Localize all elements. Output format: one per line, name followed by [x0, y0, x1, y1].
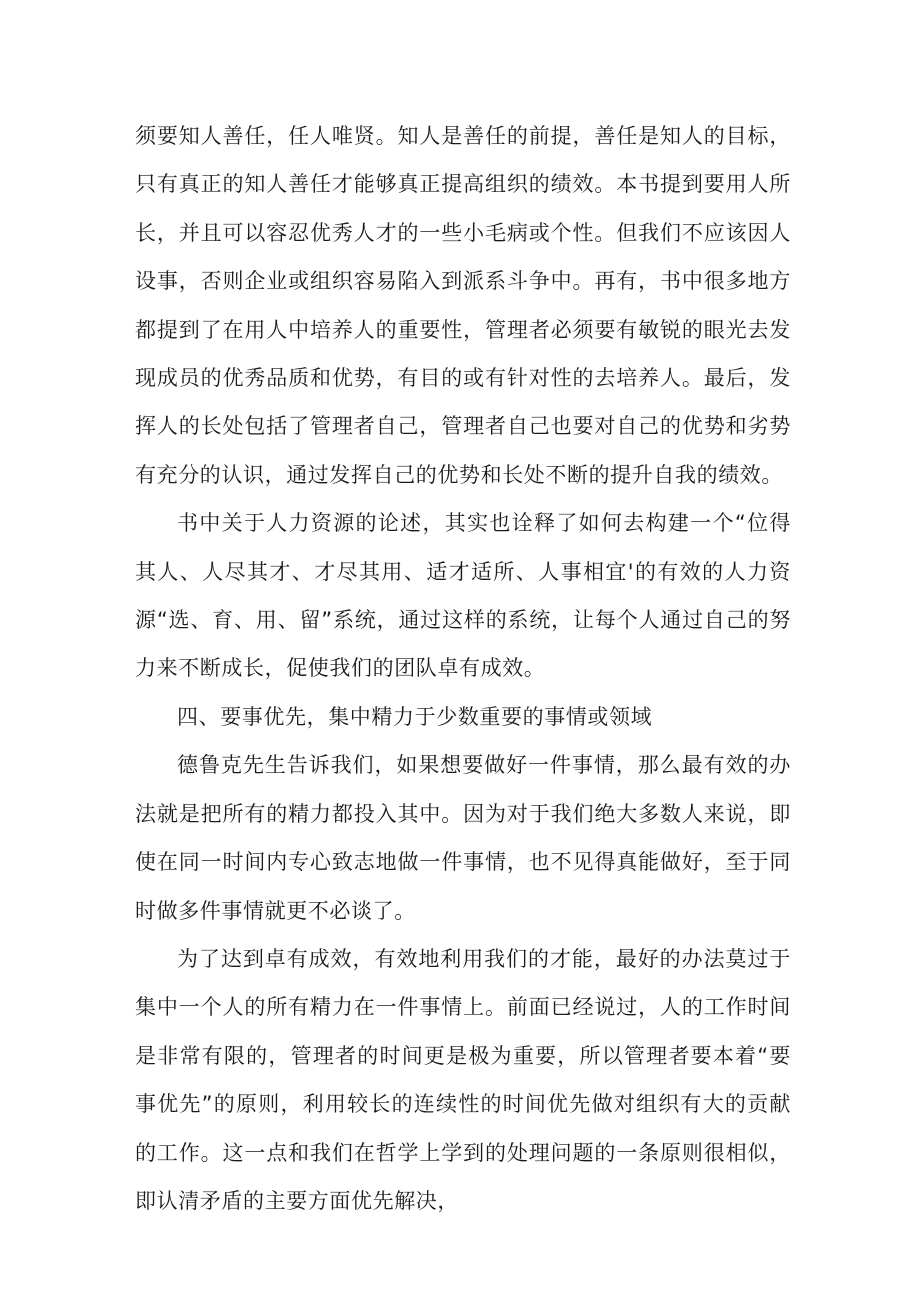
paragraph-human-resources: 书中关于人力资源的论述，其实也诠释了如何去构建一个“位得其人、人尽其才、才尽其用、适才适所、人事相宜'的有效的人力资源“选、育、用、留”系统，通过这样的系统，让每个人通过自己的努力来不断成长，促使我们的团队卓有成效。 — [135, 511, 791, 681]
section-heading-four: 四、要事优先，集中精力于少数重要的事情或领域 — [177, 704, 653, 729]
paragraph-priority-principle: 为了达到卓有成效，有效地利用我们的才能，最好的办法莫过于集中一个人的所有精力在一件事情上。前面已经说过，人的工作时间是非常有限的，管理者的时间更是极为重要，所以管理者要本着“要事优先”的原则，利用较长的连续性的时间优先做对组织有大的贡献的工作。这一点和我们在哲学上学到的处理问题的一条原则很相似，即认清矛盾的主要方面优先解决， — [135, 946, 791, 1213]
paragraph-talent-management: 须要知人善任，任人唯贤。知人是善任的前提，善任是知人的目标，只有真正的知人善任才能够真正提高组织的绩效。本书提到要用人所长，并且可以容忍优秀人才的一些小毛病或个性。但我们不应该因人设事，否则企业或组织容易陷入到派系斗争中。再有，书中很多地方都提到了在用人中培养人的重要性，管理者必须要有敏锐的眼光去发现成员的优秀品质和优势，有目的或有针对性的去培养人。最后，发挥人的长处包括了管理者自己，管理者自己也要对自己的优势和劣势有充分的认识，通过发挥自己的优势和长处不断的提升自我的绩效。 — [135, 124, 791, 487]
paragraph-drucker-focus: 德鲁克先生告诉我们，如果想要做好一件事情，那么最有效的办法就是把所有的精力都投入其中。因为对于我们绝大多数人来说，即使在同一时间内专心致志地做一件事情，也不见得真能做好，至于同时做多件事情就更不必谈了。 — [135, 753, 791, 923]
document-body — [135, 112, 791, 1225]
